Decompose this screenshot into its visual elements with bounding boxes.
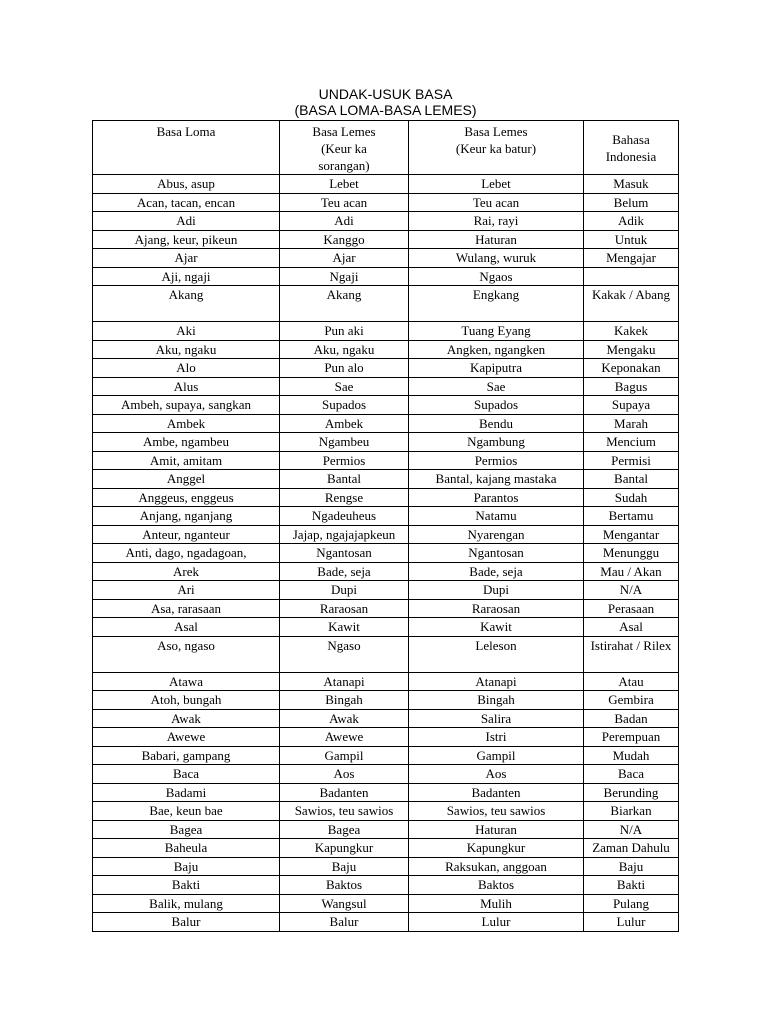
cell-lemes-other: Gampil <box>409 746 584 765</box>
cell-loma: Anjang, nganjang <box>93 507 280 526</box>
cell-loma: Anggeus, enggeus <box>93 488 280 507</box>
cell-lemes-other: Haturan <box>409 820 584 839</box>
cell-lemes-other: Badanten <box>409 783 584 802</box>
cell-lemes-other: Mulih <box>409 894 584 913</box>
header-line: sorangan) <box>318 158 370 173</box>
header-basa-loma <box>93 121 280 175</box>
cell-indonesia: Bantal <box>584 470 679 489</box>
cell-lemes-self: Ajar <box>280 249 409 268</box>
table-row <box>93 618 679 637</box>
cell-loma: Baju <box>93 857 280 876</box>
cell-lemes-other: Lebet <box>409 175 584 194</box>
cell-lemes-other: Baktos <box>409 876 584 895</box>
table-row <box>93 802 679 821</box>
cell-lemes-self: Atanapi <box>280 672 409 691</box>
table-row <box>93 193 679 212</box>
cell-indonesia: N/A <box>584 820 679 839</box>
vocabulary-table <box>92 120 679 932</box>
header-line: Bahasa <box>612 131 650 147</box>
header-basa-loma-text: Basa Loma <box>156 124 216 139</box>
cell-lemes-other: Permios <box>409 451 584 470</box>
cell-lemes-other: Tuang Eyang <box>409 322 584 341</box>
header-basa-lemes-batur <box>409 121 584 175</box>
header-line: (Keur ka batur) <box>455 141 537 156</box>
cell-indonesia: Untuk <box>584 230 679 249</box>
cell-lemes-other: Leleson <box>409 636 584 672</box>
cell-lemes-other: Kawit <box>409 618 584 637</box>
cell-loma: Baca <box>93 765 280 784</box>
cell-indonesia: Zaman Dahulu <box>584 839 679 858</box>
cell-indonesia: Keponakan <box>584 359 679 378</box>
cell-lemes-self: Ngaso <box>280 636 409 672</box>
cell-loma: Adi <box>93 212 280 231</box>
table-row <box>93 230 679 249</box>
table-row <box>93 267 679 286</box>
cell-lemes-self: Ngadeuheus <box>280 507 409 526</box>
cell-loma: Ari <box>93 581 280 600</box>
cell-lemes-other: Rai, rayi <box>409 212 584 231</box>
cell-indonesia: Bertamu <box>584 507 679 526</box>
header-bahasa-indonesia <box>584 121 679 175</box>
cell-lemes-other: Kapiputra <box>409 359 584 378</box>
cell-lemes-self: Awewe <box>280 728 409 747</box>
cell-indonesia: Adik <box>584 212 679 231</box>
cell-lemes-self: Bantal <box>280 470 409 489</box>
cell-indonesia: Biarkan <box>584 802 679 821</box>
table-row <box>93 636 679 672</box>
cell-loma: Anteur, nganteur <box>93 525 280 544</box>
cell-indonesia: Baju <box>584 857 679 876</box>
cell-loma: Anti, dago, ngadagoan, <box>93 544 280 563</box>
table-row <box>93 581 679 600</box>
cell-lemes-self: Bade, seja <box>280 562 409 581</box>
table-row <box>93 894 679 913</box>
cell-lemes-other: Bantal, kajang mastaka <box>409 470 584 489</box>
cell-loma: Ambek <box>93 414 280 433</box>
table-row <box>93 359 679 378</box>
cell-indonesia: Badan <box>584 709 679 728</box>
cell-lemes-self: Rengse <box>280 488 409 507</box>
cell-loma: Balur <box>93 913 280 932</box>
cell-lemes-other: Parantos <box>409 488 584 507</box>
table-row <box>93 728 679 747</box>
table-row <box>93 820 679 839</box>
cell-indonesia: Bakti <box>584 876 679 895</box>
table-row <box>93 525 679 544</box>
cell-lemes-self: Baktos <box>280 876 409 895</box>
table-row <box>93 746 679 765</box>
cell-lemes-other: Nyarengan <box>409 525 584 544</box>
cell-lemes-self: Sae <box>280 377 409 396</box>
cell-indonesia: Menunggu <box>584 544 679 563</box>
cell-loma: Aki <box>93 322 280 341</box>
table-row <box>93 451 679 470</box>
cell-loma: Aso, ngaso <box>93 636 280 672</box>
table-row <box>93 876 679 895</box>
table-row <box>93 672 679 691</box>
table-row <box>93 286 679 322</box>
cell-loma: Balik, mulang <box>93 894 280 913</box>
cell-indonesia: N/A <box>584 581 679 600</box>
cell-lemes-self: Bagea <box>280 820 409 839</box>
cell-loma: Bae, keun bae <box>93 802 280 821</box>
cell-loma: Alo <box>93 359 280 378</box>
cell-lemes-other: Natamu <box>409 507 584 526</box>
cell-indonesia: Mudah <box>584 746 679 765</box>
cell-lemes-self: Permios <box>280 451 409 470</box>
cell-lemes-self: Adi <box>280 212 409 231</box>
cell-lemes-self: Dupi <box>280 581 409 600</box>
cell-lemes-self: Jajap, ngajajapkeun <box>280 525 409 544</box>
cell-lemes-self: Lebet <box>280 175 409 194</box>
cell-loma: Bagea <box>93 820 280 839</box>
table-row <box>93 544 679 563</box>
cell-indonesia: Mengajar <box>584 249 679 268</box>
cell-lemes-self: Kapungkur <box>280 839 409 858</box>
cell-loma: Badami <box>93 783 280 802</box>
table-row <box>93 212 679 231</box>
cell-lemes-self: Pun aki <box>280 322 409 341</box>
cell-loma: Amit, amitam <box>93 451 280 470</box>
cell-loma: Baheula <box>93 839 280 858</box>
cell-indonesia: Gembira <box>584 691 679 710</box>
cell-lemes-other: Angken, ngangken <box>409 340 584 359</box>
cell-lemes-self: Pun alo <box>280 359 409 378</box>
cell-indonesia: Masuk <box>584 175 679 194</box>
table-row <box>93 562 679 581</box>
header-line: (Keur ka <box>321 141 367 156</box>
cell-lemes-self: Wangsul <box>280 894 409 913</box>
header-row <box>93 121 679 175</box>
cell-lemes-other: Kapungkur <box>409 839 584 858</box>
cell-loma: Atawa <box>93 672 280 691</box>
header-line: Indonesia <box>605 148 657 164</box>
cell-loma: Arek <box>93 562 280 581</box>
cell-lemes-other: Engkang <box>409 286 584 322</box>
cell-lemes-other: Teu acan <box>409 193 584 212</box>
table-row <box>93 470 679 489</box>
cell-lemes-other: Bendu <box>409 414 584 433</box>
table-row <box>93 414 679 433</box>
cell-lemes-other: Bade, seja <box>409 562 584 581</box>
cell-loma: Ambe, ngambeu <box>93 433 280 452</box>
cell-indonesia: Sudah <box>584 488 679 507</box>
table-row <box>93 709 679 728</box>
cell-lemes-other: Bingah <box>409 691 584 710</box>
header-line: Basa Lemes <box>312 124 376 139</box>
table-row <box>93 377 679 396</box>
cell-loma: Atoh, bungah <box>93 691 280 710</box>
cell-indonesia: Bagus <box>584 377 679 396</box>
table-row <box>93 488 679 507</box>
cell-loma: Awak <box>93 709 280 728</box>
cell-indonesia: Marah <box>584 414 679 433</box>
cell-indonesia: Istirahat / Rilex <box>584 636 679 672</box>
table-row <box>93 175 679 194</box>
cell-loma: Anggel <box>93 470 280 489</box>
cell-indonesia: Lulur <box>584 913 679 932</box>
cell-lemes-self: Ngambeu <box>280 433 409 452</box>
cell-lemes-self: Aos <box>280 765 409 784</box>
cell-loma: Akang <box>93 286 280 322</box>
table-row <box>93 839 679 858</box>
cell-loma: Alus <box>93 377 280 396</box>
cell-indonesia: Mengaku <box>584 340 679 359</box>
cell-lemes-self: Akang <box>280 286 409 322</box>
cell-lemes-other: Atanapi <box>409 672 584 691</box>
cell-indonesia: Atau <box>584 672 679 691</box>
cell-lemes-other: Lulur <box>409 913 584 932</box>
cell-indonesia: Asal <box>584 618 679 637</box>
table-row <box>93 913 679 932</box>
cell-lemes-other: Sae <box>409 377 584 396</box>
cell-lemes-other: Ngambung <box>409 433 584 452</box>
cell-indonesia <box>584 267 679 286</box>
cell-indonesia: Berunding <box>584 783 679 802</box>
cell-lemes-self: Ngantosan <box>280 544 409 563</box>
cell-lemes-self: Awak <box>280 709 409 728</box>
cell-loma: Asa, rarasaan <box>93 599 280 618</box>
cell-indonesia: Pulang <box>584 894 679 913</box>
table-row <box>93 599 679 618</box>
table-row <box>93 507 679 526</box>
cell-indonesia: Supaya <box>584 396 679 415</box>
header-basa-lemes-sorangan <box>280 121 409 175</box>
cell-lemes-other: Sawios, teu sawios <box>409 802 584 821</box>
cell-loma: Aji, ngaji <box>93 267 280 286</box>
table-row <box>93 249 679 268</box>
cell-indonesia: Kakek <box>584 322 679 341</box>
cell-lemes-other: Supados <box>409 396 584 415</box>
cell-loma: Babari, gampang <box>93 746 280 765</box>
cell-lemes-self: Teu acan <box>280 193 409 212</box>
cell-lemes-self: Supados <box>280 396 409 415</box>
cell-loma: Bakti <box>93 876 280 895</box>
cell-indonesia: Mau / Akan <box>584 562 679 581</box>
cell-loma: Aku, ngaku <box>93 340 280 359</box>
cell-lemes-self: Gampil <box>280 746 409 765</box>
cell-lemes-other: Haturan <box>409 230 584 249</box>
table-row <box>93 765 679 784</box>
table-row <box>93 340 679 359</box>
cell-lemes-self: Balur <box>280 913 409 932</box>
cell-lemes-self: Raraosan <box>280 599 409 618</box>
cell-lemes-self: Baju <box>280 857 409 876</box>
table-row <box>93 396 679 415</box>
cell-indonesia: Perempuan <box>584 728 679 747</box>
cell-lemes-self: Aku, ngaku <box>280 340 409 359</box>
document-subtitle: (BASA LOMA-BASA LEMES) <box>294 102 477 118</box>
table-row <box>93 322 679 341</box>
cell-lemes-other: Ngaos <box>409 267 584 286</box>
document-title: UNDAK-USUK BASA <box>318 86 453 102</box>
cell-loma: Ambeh, supaya, sangkan <box>93 396 280 415</box>
cell-loma: Ajar <box>93 249 280 268</box>
table-row <box>93 857 679 876</box>
cell-lemes-self: Bingah <box>280 691 409 710</box>
cell-lemes-self: Ngaji <box>280 267 409 286</box>
cell-lemes-other: Salira <box>409 709 584 728</box>
cell-loma: Ajang, keur, pikeun <box>93 230 280 249</box>
cell-lemes-self: Kanggo <box>280 230 409 249</box>
table-row <box>93 433 679 452</box>
cell-lemes-self: Badanten <box>280 783 409 802</box>
cell-lemes-other: Dupi <box>409 581 584 600</box>
cell-loma: Abus, asup <box>93 175 280 194</box>
cell-loma: Asal <box>93 618 280 637</box>
cell-lemes-other: Istri <box>409 728 584 747</box>
cell-lemes-self: Kawit <box>280 618 409 637</box>
cell-indonesia: Perasaan <box>584 599 679 618</box>
cell-lemes-other: Ngantosan <box>409 544 584 563</box>
cell-indonesia: Mengantar <box>584 525 679 544</box>
header-line: Basa Lemes <box>464 124 528 139</box>
cell-lemes-other: Wulang, wuruk <box>409 249 584 268</box>
cell-indonesia: Baca <box>584 765 679 784</box>
cell-lemes-other: Raraosan <box>409 599 584 618</box>
cell-indonesia: Kakak / Abang <box>584 286 679 322</box>
cell-loma: Awewe <box>93 728 280 747</box>
table-row <box>93 783 679 802</box>
cell-lemes-self: Sawios, teu sawios <box>280 802 409 821</box>
cell-indonesia: Mencium <box>584 433 679 452</box>
cell-indonesia: Belum <box>584 193 679 212</box>
cell-lemes-other: Aos <box>409 765 584 784</box>
table-row <box>93 691 679 710</box>
cell-lemes-other: Raksukan, anggoan <box>409 857 584 876</box>
cell-indonesia: Permisi <box>584 451 679 470</box>
cell-lemes-self: Ambek <box>280 414 409 433</box>
cell-loma: Acan, tacan, encan <box>93 193 280 212</box>
